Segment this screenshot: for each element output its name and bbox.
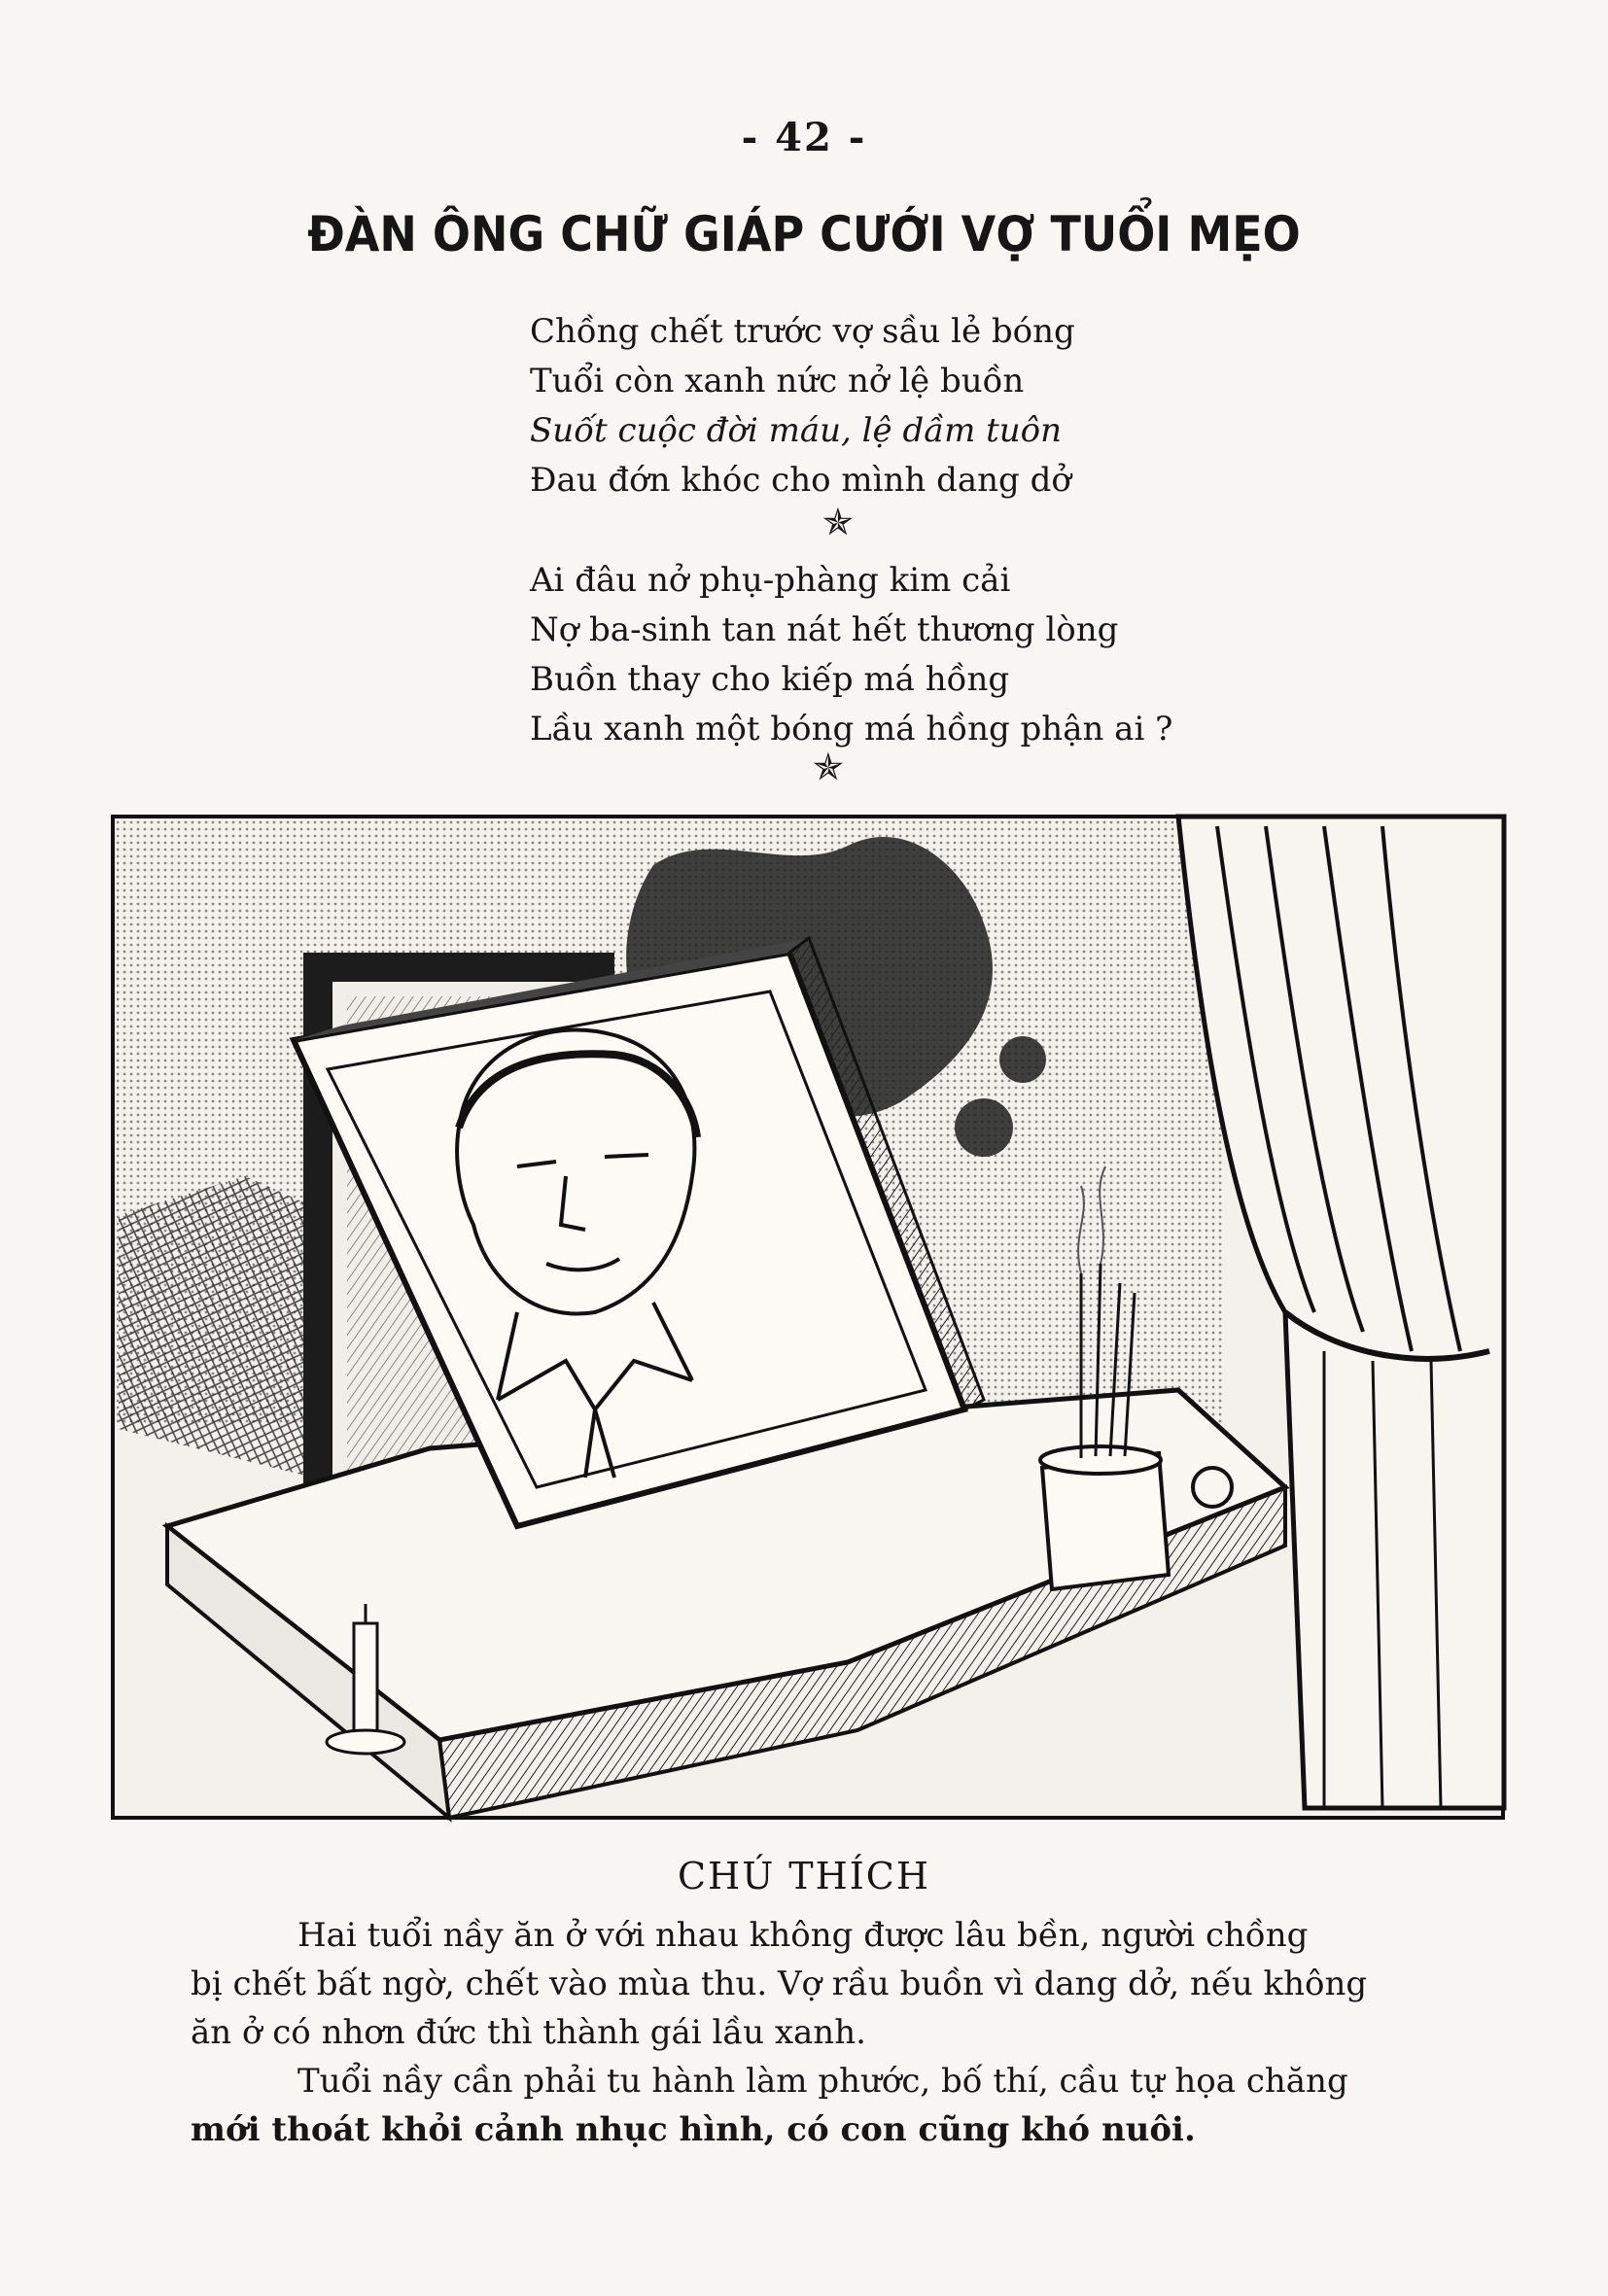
page-title: ĐÀN ÔNG CHỮ GIÁP CƯỚI VỢ TUỔI MẸO — [307, 206, 1301, 262]
notes-heading: CHÚ THÍCH — [677, 1855, 931, 1897]
note-line: Hai tuổi nầy ăn ở với nhau không được lâu bền, người chồng — [297, 1916, 1309, 1955]
poem-line: Chồng chết trước vợ sầu lẻ bóng — [530, 312, 1075, 351]
note-line: bị chết bất ngờ, chết vào mùa thu. Vợ rầu buồn vì dang dở, nếu không — [191, 1965, 1368, 2003]
star-separator-icon: ✯ — [813, 746, 844, 788]
note-line: mới thoát khỏi cảnh nhục hình, có con cũng khó nuôi. — [191, 2110, 1196, 2149]
note-line: Tuổi nầy cần phải tu hành làm phước, bố thí, cầu tự họa chăng — [297, 2062, 1348, 2101]
poem-line: Tuổi còn xanh nức nở lệ buồn — [530, 362, 1025, 400]
poem-line: Nợ ba-sinh tan nát hết thương lòng — [530, 610, 1119, 649]
poem-line: Buồn thay cho kiếp má hồng — [530, 660, 1010, 699]
star-separator-icon: ✯ — [822, 501, 854, 543]
poem-line: Ai đâu nở phụ-phàng kim cải — [530, 561, 1011, 600]
note-line: ăn ở có nhơn đức thì thành gái lầu xanh. — [191, 2013, 866, 2052]
memorial-altar-illustration — [109, 807, 1509, 1827]
poem-stanza-1 — [530, 307, 1308, 505]
page-number: - 42 - — [741, 115, 867, 160]
poem-line: Lầu xanh một bóng má hồng phận ai ? — [530, 710, 1173, 748]
poem-stanza-2 — [530, 556, 1308, 754]
poem-line: Suốt cuộc đời máu, lệ dầm tuôn — [530, 411, 1063, 450]
poem-line: Đau đớn khóc cho mình dang dở — [530, 461, 1071, 500]
notes-body — [191, 1911, 1445, 2154]
